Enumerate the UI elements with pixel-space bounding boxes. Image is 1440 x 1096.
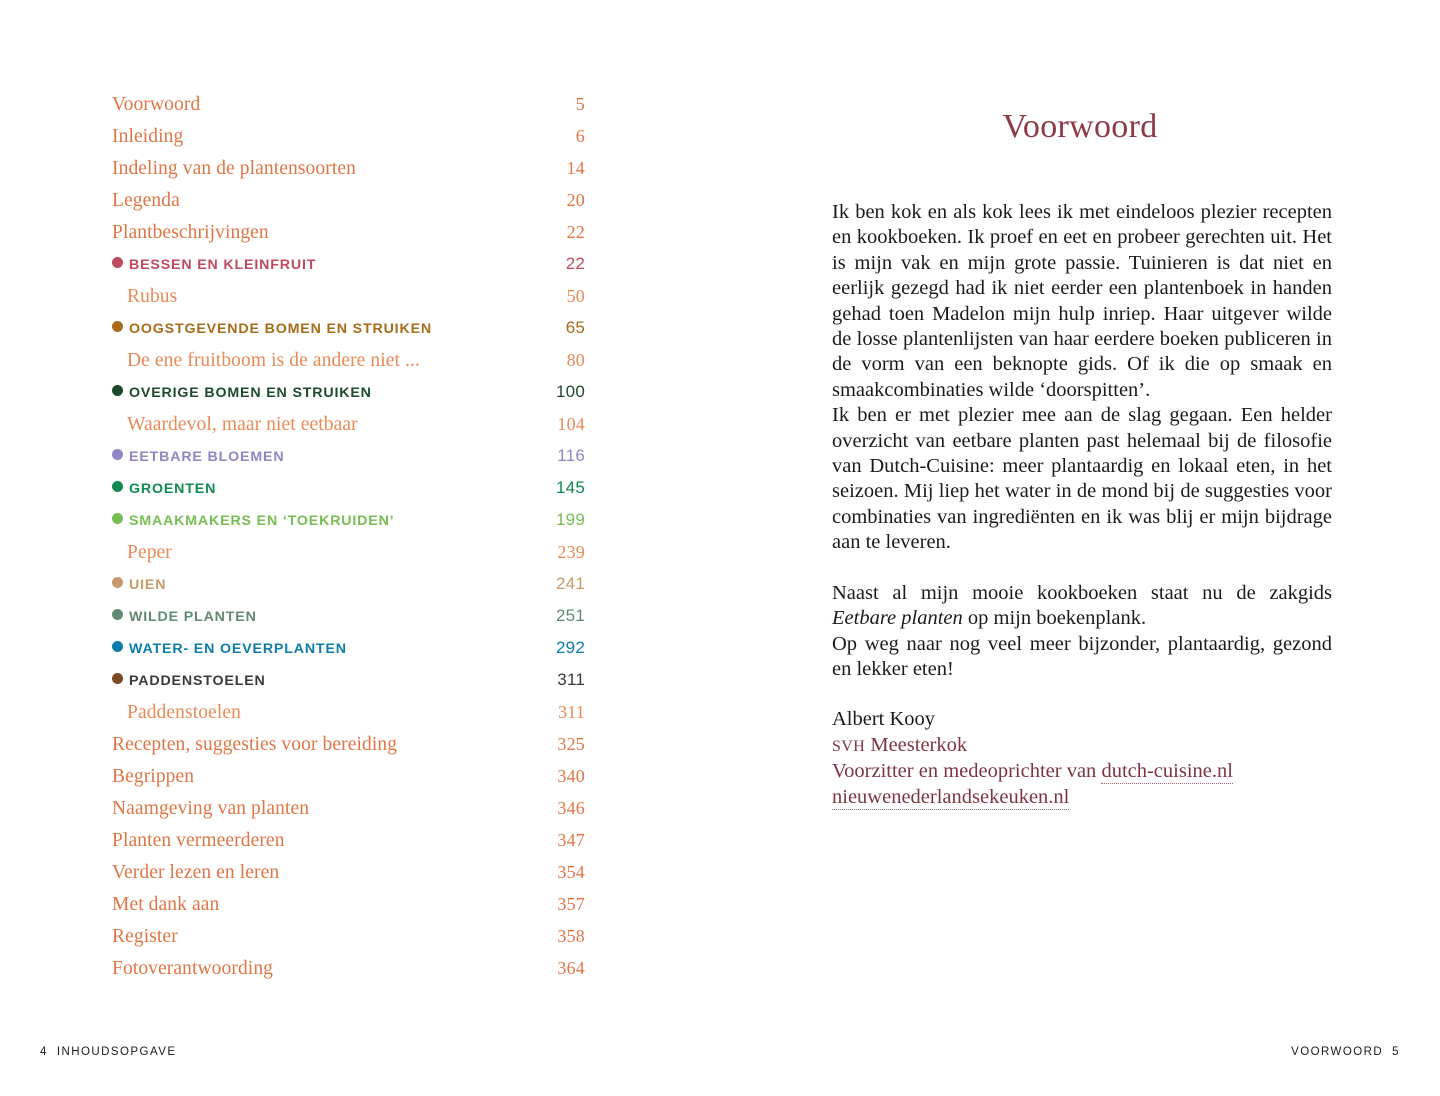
leader-dots bbox=[365, 170, 544, 171]
toc-entry-label: GROENTEN bbox=[129, 481, 217, 497]
leader-dots bbox=[381, 393, 544, 394]
toc-entry-label: Naamgeving van planten bbox=[112, 798, 310, 819]
toc-entry-label: OVERIGE BOMEN EN STRUIKEN bbox=[129, 385, 372, 401]
toc-entry[interactable] bbox=[112, 286, 585, 318]
foreword-paragraph-1: Ik ben kok en als kok lees ik met eindeloos plezier recepten en kookboeken. Ik proef en eet en probeer gerechten uit. Het is mijn vak en mijn grote passie. Tuinieren is dat niet en eerlijk gezegd had ik niet eerder een plantenboek in handen gehad toen Madelon mijn hulp inriep. Haar uitgever wilde de losse plantenlijsten van haar eerdere boeken publiceren in de vorm van een beknopte gids. Of ik die op smaak en smaakcombinaties wilde ‘doorspitten’. bbox=[832, 201, 1332, 401]
category-dot-icon bbox=[112, 257, 123, 268]
leader-dots bbox=[406, 746, 544, 747]
toc-entry-label: Peper bbox=[127, 542, 172, 563]
toc-entry-label: De ene fruitboom is de andere niet ... bbox=[127, 350, 420, 371]
toc-entry-label: Verder lezen en leren bbox=[112, 862, 280, 883]
toc-entry[interactable] bbox=[112, 190, 585, 222]
signature-gap bbox=[832, 682, 1332, 707]
leader-dots bbox=[441, 329, 544, 330]
toc-entry-page-number: 347 bbox=[557, 830, 585, 850]
toc-entry-label: Begrippen bbox=[112, 766, 195, 787]
toc-entry-label: BESSEN EN KLEINFRUIT bbox=[129, 257, 317, 273]
foreword-paragraph-4: Op weg naar nog veel meer bijzonder, plantaardig, gezond en lekker eten! bbox=[832, 632, 1332, 680]
right-page-voorwoord bbox=[720, 0, 1440, 1096]
foreword-paragraph-2: Ik ben er met plezier mee aan de slag gegaan. Een helder overzicht van eetbare planten past helemaal bij de filosofie van Dutch-Cuisine: meer plantaardig en lokaal eten, in het seizoen. Mij liep het water in de mond bij de suggesties voor combinaties van ingrediënten en ik was blij er mijn bijdrage aan te leveren. bbox=[832, 404, 1332, 554]
leader-dots bbox=[250, 714, 544, 715]
leader-dots bbox=[356, 649, 544, 650]
toc-entry-page-number: 358 bbox=[557, 926, 585, 946]
toc-entry-label: OOGSTGEVENDE BOMEN EN STRUIKEN bbox=[129, 321, 432, 337]
category-dot-icon bbox=[112, 321, 123, 332]
toc-entry-page-number: 241 bbox=[556, 574, 585, 593]
toc-entry[interactable] bbox=[112, 382, 585, 414]
signature-affiliation bbox=[832, 759, 1332, 784]
toc-entry[interactable] bbox=[112, 702, 585, 734]
leader-dots bbox=[288, 874, 544, 875]
toc-entry[interactable] bbox=[112, 638, 585, 670]
toc-entry[interactable] bbox=[112, 126, 585, 158]
leader-dots bbox=[403, 521, 544, 522]
toc-entry[interactable] bbox=[112, 862, 585, 894]
paragraph-3-post: op mijn boekenplank. bbox=[962, 607, 1147, 630]
toc-entry-label: Waardevol, maar niet eetbaar bbox=[127, 414, 358, 435]
toc-entry[interactable] bbox=[112, 158, 585, 190]
toc-entry-label: Recepten, suggesties voor bereiding bbox=[112, 734, 398, 755]
toc-entry-page-number: 357 bbox=[557, 894, 585, 914]
footer-left bbox=[40, 1046, 176, 1058]
toc-entry[interactable] bbox=[112, 766, 585, 798]
category-dot-icon bbox=[112, 385, 123, 396]
leader-dots bbox=[266, 617, 544, 618]
category-dot-icon bbox=[112, 449, 123, 460]
toc-entry-page-number: 199 bbox=[556, 510, 585, 529]
leader-dots bbox=[293, 457, 544, 458]
page-title: Voorwoord bbox=[1002, 108, 1158, 145]
toc-entry-label: Indeling van de plantensoorten bbox=[112, 158, 356, 179]
foreword-paragraph-3 bbox=[832, 581, 1332, 632]
toc-entry-page-number: 346 bbox=[557, 798, 585, 818]
toc-entry-page-number: 22 bbox=[566, 222, 585, 242]
toc-entry[interactable] bbox=[112, 926, 585, 958]
leader-dots bbox=[318, 810, 544, 811]
toc-entry-label: Fotoverantwoording bbox=[112, 958, 274, 979]
leader-dots bbox=[187, 938, 544, 939]
toc-entry[interactable] bbox=[112, 414, 585, 446]
category-dot-icon bbox=[112, 481, 123, 492]
toc-entry-page-number: 65 bbox=[565, 318, 585, 337]
toc-entry-label: WILDE PLANTEN bbox=[129, 609, 257, 625]
foreword-body bbox=[832, 200, 1332, 810]
leader-dots bbox=[325, 265, 544, 266]
toc-entry-label: Plantbeschrijvingen bbox=[112, 222, 269, 243]
signature-role-rest: Meesterkok bbox=[865, 733, 968, 756]
toc-entry[interactable] bbox=[112, 958, 585, 990]
toc-entry[interactable] bbox=[112, 798, 585, 830]
signature-role bbox=[832, 733, 1332, 759]
toc-entry-page-number: 100 bbox=[556, 382, 585, 401]
footer-left-page-number: 4 bbox=[40, 1046, 48, 1058]
toc-entry-page-number: 325 bbox=[557, 734, 585, 754]
toc-entry-label: Inleiding bbox=[112, 126, 184, 147]
toc-entry[interactable] bbox=[112, 670, 585, 702]
signature-line-pre: Voorzitter en medeoprichter van bbox=[832, 760, 1102, 783]
toc-entry-page-number: 311 bbox=[558, 702, 585, 722]
signature-name: Albert Kooy bbox=[832, 708, 936, 731]
toc-entry[interactable] bbox=[112, 222, 585, 254]
toc-entry-page-number: 145 bbox=[556, 478, 585, 497]
leader-dots bbox=[181, 554, 544, 555]
footer-right-label: VOORWOORD bbox=[1291, 1046, 1384, 1058]
leader-dots bbox=[275, 681, 544, 682]
leader-dots bbox=[175, 585, 544, 586]
link-nieuwenederlandsekeuken[interactable]: nieuwenederlandsekeuken.nl bbox=[832, 785, 1070, 808]
toc-entry-label: Planten vermeerderen bbox=[112, 830, 285, 851]
toc-entry[interactable] bbox=[112, 830, 585, 862]
category-dot-icon bbox=[112, 513, 123, 524]
toc-entry[interactable] bbox=[112, 606, 585, 638]
toc-entry-page-number: 364 bbox=[557, 958, 585, 978]
footer-right-page-number: 5 bbox=[1392, 1046, 1400, 1058]
paragraph-3-pre: Naast al mijn mooie kookboeken staat nu de zakgids bbox=[832, 581, 1332, 604]
toc-entry[interactable] bbox=[112, 574, 585, 606]
toc-entry[interactable] bbox=[112, 254, 585, 286]
toc-entry-page-number: 239 bbox=[557, 542, 585, 562]
toc-entry-label: Register bbox=[112, 926, 178, 947]
toc-entry-page-number: 20 bbox=[566, 190, 585, 210]
toc-entry-label: Paddenstoelen bbox=[127, 702, 241, 723]
toc-entry-page-number: 5 bbox=[575, 94, 585, 114]
leader-dots bbox=[429, 362, 544, 363]
toc-entry-page-number: 311 bbox=[557, 670, 585, 689]
category-dot-icon bbox=[112, 641, 123, 652]
toc-entry-page-number: 50 bbox=[566, 286, 585, 306]
toc-entry-label: SMAAKMAKERS EN ‘TOEKRUIDEN’ bbox=[129, 513, 395, 529]
leader-dots bbox=[192, 138, 544, 139]
toc-entry[interactable] bbox=[112, 94, 585, 126]
toc-entry-page-number: 104 bbox=[557, 414, 585, 434]
book-title-italic: Eetbare planten bbox=[832, 607, 963, 630]
toc-entry-label: Legenda bbox=[112, 190, 180, 211]
toc-entry-page-number: 251 bbox=[556, 606, 585, 625]
table-of-contents bbox=[112, 94, 585, 990]
leader-dots bbox=[209, 106, 544, 107]
toc-entry-label: PADDENSTOELEN bbox=[129, 673, 266, 689]
toc-entry[interactable] bbox=[112, 510, 585, 542]
category-dot-icon bbox=[112, 609, 123, 620]
link-dutch-cuisine[interactable]: dutch-cuisine.nl bbox=[1101, 760, 1233, 783]
toc-entry-label: Met dank aan bbox=[112, 894, 220, 915]
leader-dots bbox=[228, 906, 544, 907]
toc-entry-page-number: 6 bbox=[575, 126, 585, 146]
toc-entry-page-number: 116 bbox=[557, 446, 585, 465]
leader-dots bbox=[225, 489, 544, 490]
leader-dots bbox=[186, 298, 544, 299]
toc-entry-label: EETBARE BLOEMEN bbox=[129, 449, 285, 465]
toc-entry[interactable] bbox=[112, 446, 585, 478]
toc-entry[interactable] bbox=[112, 734, 585, 766]
toc-entry[interactable] bbox=[112, 318, 585, 350]
toc-entry-page-number: 292 bbox=[556, 638, 585, 657]
toc-entry-label: UIEN bbox=[129, 577, 167, 593]
toc-entry-page-number: 22 bbox=[565, 254, 585, 273]
leader-dots bbox=[282, 970, 544, 971]
leader-dots bbox=[189, 202, 544, 203]
toc-entry[interactable] bbox=[112, 350, 585, 382]
leader-dots bbox=[203, 778, 544, 779]
footer-right bbox=[1291, 1046, 1400, 1058]
paragraph-gap bbox=[832, 556, 1332, 581]
toc-entry-page-number: 80 bbox=[566, 350, 585, 370]
toc-entry-page-number: 340 bbox=[557, 766, 585, 786]
toc-entry-label: Voorwoord bbox=[112, 94, 201, 115]
leader-dots bbox=[294, 842, 544, 843]
toc-entry[interactable] bbox=[112, 478, 585, 510]
leader-dots bbox=[278, 234, 544, 235]
toc-entry-page-number: 354 bbox=[557, 862, 585, 882]
category-dot-icon bbox=[112, 673, 123, 684]
toc-entry-label: WATER- EN OEVERPLANTEN bbox=[129, 641, 347, 657]
footer-left-label: INHOUDSOPGAVE bbox=[56, 1046, 177, 1058]
toc-entry-label: Rubus bbox=[127, 286, 178, 307]
toc-entry[interactable] bbox=[112, 894, 585, 926]
signature-website-line bbox=[832, 785, 1332, 810]
toc-entry[interactable] bbox=[112, 542, 585, 574]
toc-entry-page-number: 14 bbox=[566, 158, 585, 178]
svh-abbreviation: SVH bbox=[832, 737, 866, 755]
leader-dots bbox=[367, 426, 544, 427]
category-dot-icon bbox=[112, 577, 123, 588]
